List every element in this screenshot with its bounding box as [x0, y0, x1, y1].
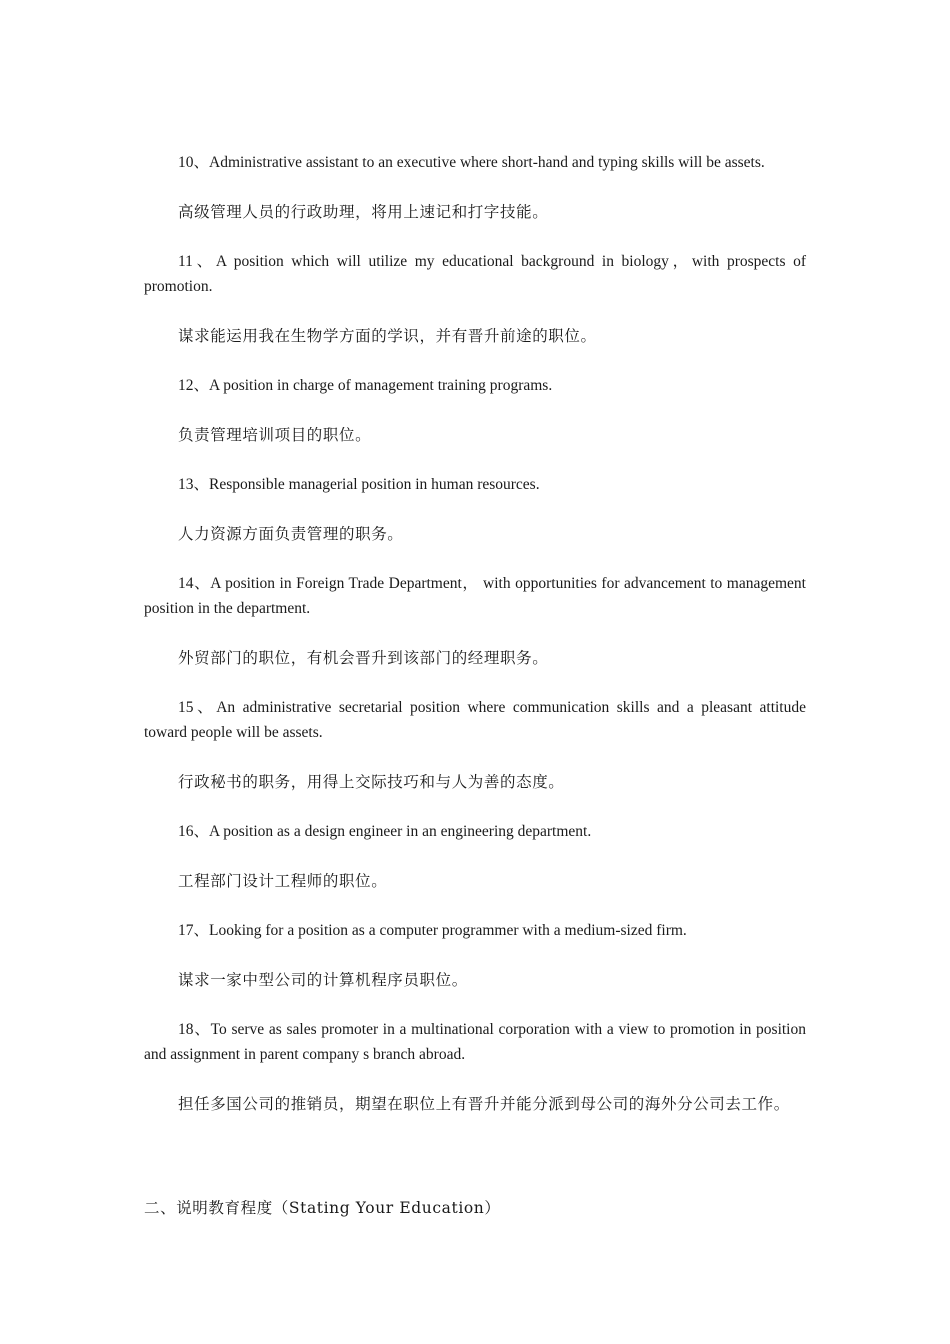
paragraph-15-zh: 行政秘书的职务，用得上交际技巧和与人为善的态度。: [178, 772, 565, 791]
paragraph-18-en: 18、To serve as sales promoter in a multinational corporation with a view to promotion in position and assignment in parent company s branch abroad.: [144, 1021, 806, 1063]
paragraph-18-zh: 担任多国公司的推销员，期望在职位上有晋升并能分派到母公司的海外分公司去工作。: [178, 1094, 790, 1113]
paragraph-11-en: 11、A position which will utilize my educational background in biology，with prospects of promotion.: [144, 253, 806, 295]
paragraph-12-en: 12、A position in charge of management training programs.: [178, 377, 553, 394]
paragraph-16-en: 16、A position as a design engineer in an engineering department.: [178, 823, 592, 840]
paragraph-14-zh: 外贸部门的职位，有机会晋升到该部门的经理职务。: [178, 648, 549, 667]
paragraph-15-en: 15、An administrative secretarial position where communication skills and a pleasant attitude toward people will be assets.: [144, 699, 806, 741]
paragraph-10-en: 10、Administrative assistant to an executive where short-hand and typing skills will be assets.: [178, 154, 765, 171]
section-heading: 二、说明教育程度（Stating Your Education）: [144, 1199, 501, 1217]
paragraph-17-zh: 谋求一家中型公司的计算机程序员职位。: [178, 970, 468, 989]
paragraph-16-zh: 工程部门设计工程师的职位。: [178, 871, 388, 890]
paragraph-11-zh: 谋求能运用我在生物学方面的学识，并有晋升前途的职位。: [178, 326, 597, 345]
paragraph-12-zh: 负责管理培训项目的职位。: [178, 425, 372, 444]
document-body: [144, 150, 806, 1141]
paragraph-17-en: 17、Looking for a position as a computer programmer with a medium-sized firm.: [178, 922, 687, 939]
paragraph-14-en: 14、A position in Foreign Trade Department， with opportunities for advancement to management position in the department.: [144, 575, 806, 617]
paragraph-13-zh: 人力资源方面负责管理的职务。: [178, 524, 404, 543]
paragraph-10-zh: 高级管理人员的行政助理，将用上速记和打字技能。: [178, 202, 549, 221]
paragraph-13-en: 13、Responsible managerial position in human resources.: [178, 476, 540, 493]
